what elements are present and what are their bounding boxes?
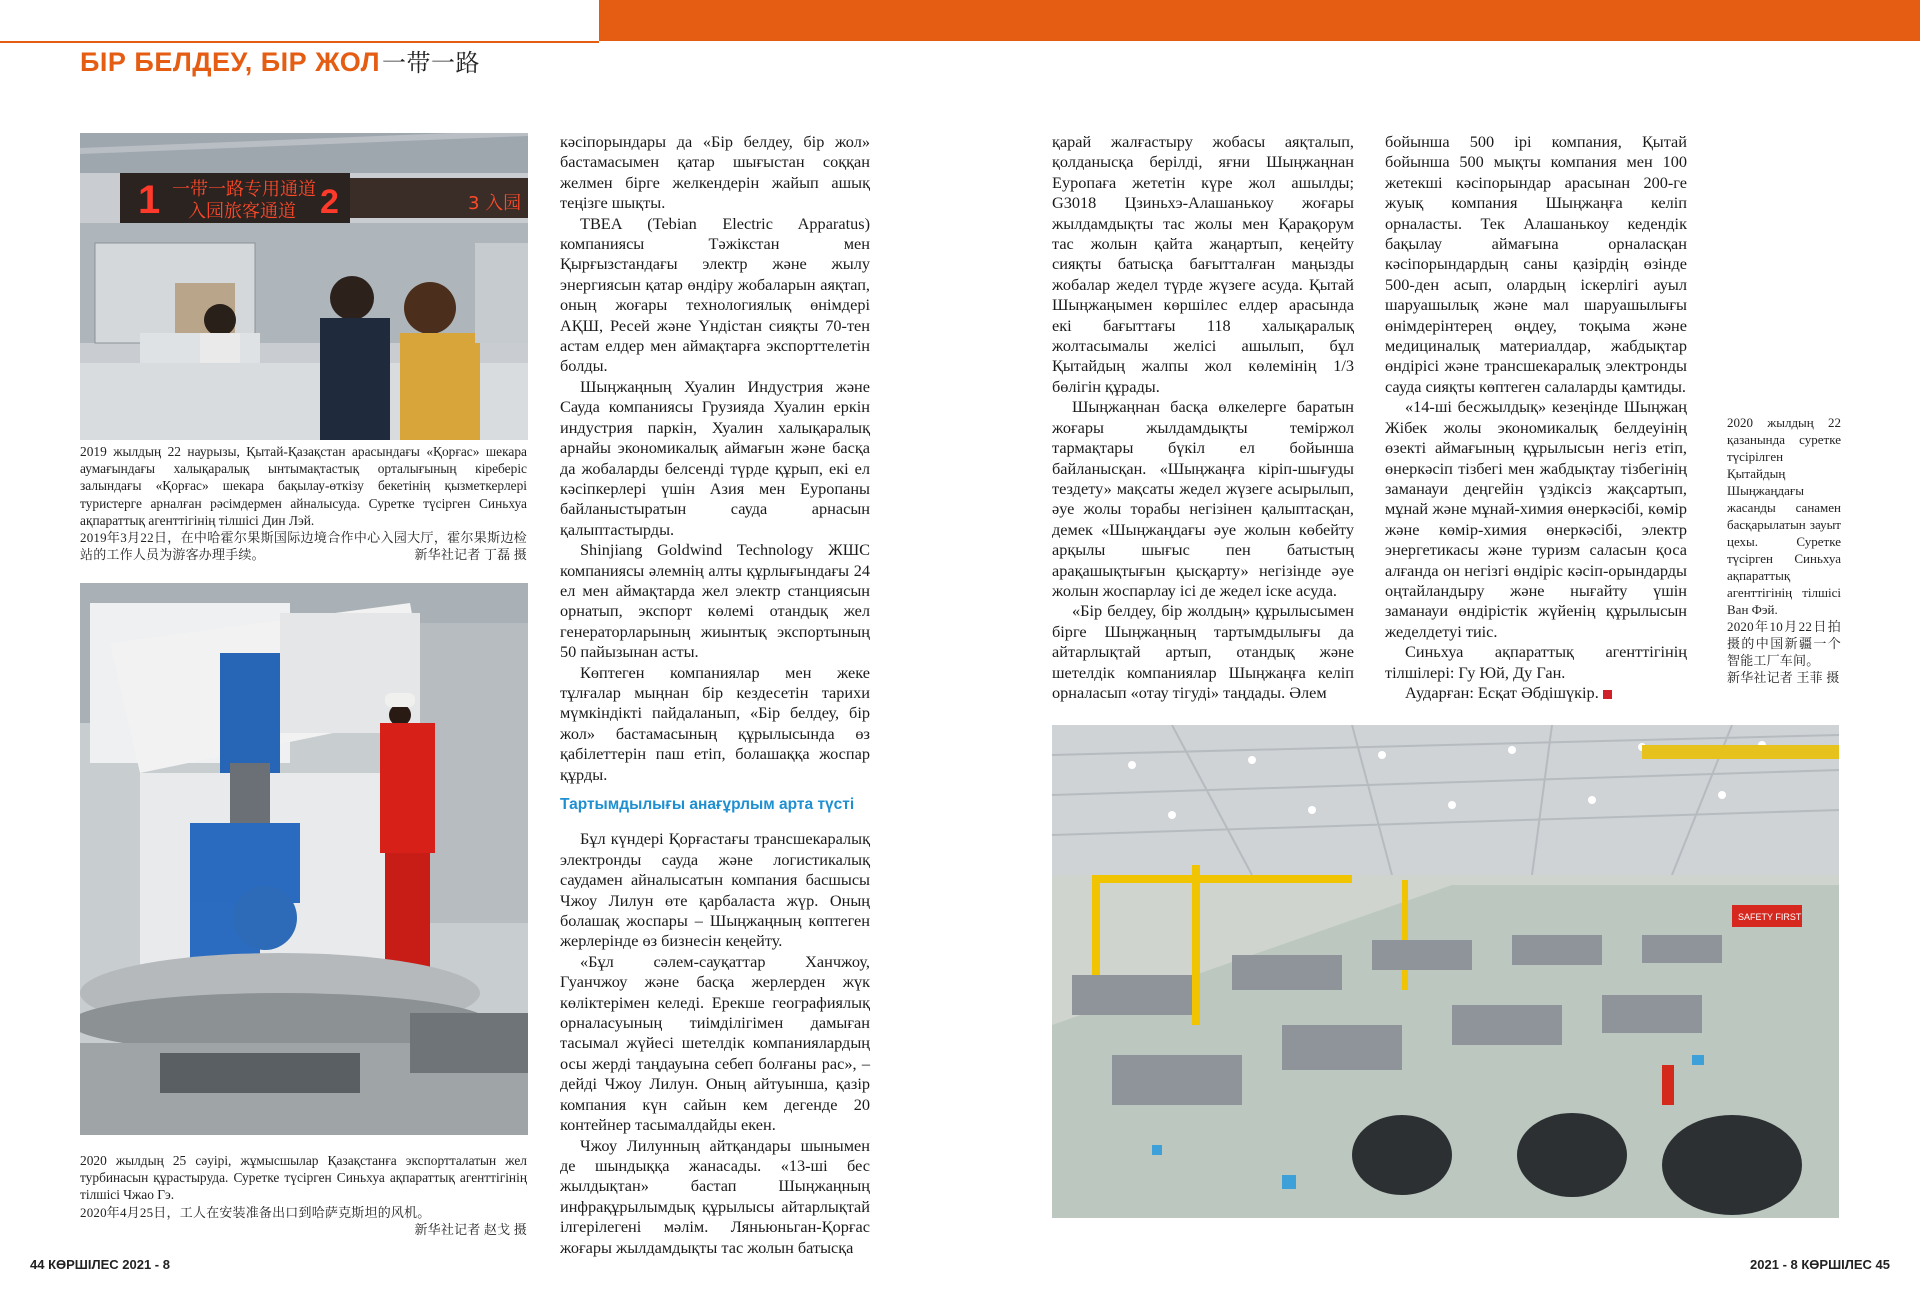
paragraph: «Бұл сәлем-сауқаттар Ханчжоу, Гуанчжоу және басқа жерлерден жүк көліктерімен келеді. Ерекше географиялық орналасуының тиімділігімен дамыған тасымал жүйесі шетелдік компаниялардың осы жерді таңдауына себеп болғаны рас», – дейді Чжоу Лилун. Оның айтуынша, қазір компания күн сайын кем дегенде 20 контейнер тасымалдайды екен. (560, 951, 870, 1135)
sign-line-2: 入园旅客通道 (188, 201, 296, 222)
caption-text-kk: 2019 жылдың 22 наурызы, Қытай-Қазақстан арасындағы «Қорғас» шекара аумағындағы халықаралық ынтымақтастық орталығының кіреберіс залындағы «Қорғас» шекара бақылау-өткізу бекетінің қызметкерлері туристерге арналған рәсімдермен айналысуда. Суретке түсірген Синьхуа ақпараттық агенттігінің тілшісі Дин Лэй. (80, 444, 527, 528)
subheading: Тартымдылығы анағұрлым арта түсті (560, 796, 855, 813)
factory-sign-text: SAFETY FIRST (1738, 912, 1802, 922)
section-title (80, 43, 480, 78)
paragraph: Шыңжаңның Хуалин Индустрия және Сауда компаниясы Грузияда Хуалин еркін индустрия паркін, Хуалин халықаралық арнайы экономикалық аймағын және басқа да жобаларды белсенді түрде құрып, екі ел кәсіпкерлері үшін Азия мен Еуропаны байланыстыратын сауда арнасын қалыптастырды. (560, 376, 870, 539)
sign-number-1: 1 (138, 178, 161, 222)
caption-smart-factory (1727, 414, 1841, 686)
paragraph: TBEA (Tebian Electric Apparatus) компаниясы Тәжікстан мен Қырғызстандағы электр және жылу энергиясын қатар өндіру жобаларын аяқтап, оның жоғары технологиялық өнімдері АҚШ, Ресей және Үндістан сияқты 70-тен астам елдер мен аймақтарға экспорттелетін болды. (560, 213, 870, 376)
paragraph: бойынша 500 ірі компания, Қытай бойынша 500 мықты компания мен 100 жетекші кәсіпорындар арасынан 200-ге жуық компания Шыңжаңға келіп орналасты. Тек Алашанькоу кедендік бақылау аймағына орналасқан кәсіпорындардың саны қазірдің өзінде 500-ден асып, олардың іскерлігі ауыл шаруашылық және мал шаруашылығы өнімдерінтерең өңдеу, тоқыма және медициналық материалдар, жабдықтар өндірісі және трансшекаралық электронды сауда сияқты көптеген салаларды қамтиды. (1385, 132, 1687, 396)
paragraph: Көптеген компаниялар мен жеке тұлғалар мыңнан бір кездесетін тарихи мүмкіндікті пайдаланып, «Бір белдеу, бір жол» бастамасының құрылысында өз қабілеттерін паш етіп, болашаққа жоспар құрды. (560, 662, 870, 784)
footer-right: 2021 - 8 КӨРШІЛЕС 45 (1750, 1257, 1890, 1272)
paragraph: Бұл күндері Қорғастағы трансшекаралық электронды сауда және логистикалық саудамен айналысатын компания басшысы Чжоу Лилун өте қарбаласта жүр. Оның болашақ жоспары – Шыңжаңның көптеген жерлерінде өз бизнесін кеңейту. (560, 829, 870, 951)
section-title-kk: БІР БЕЛДЕУ, БІР ЖОЛ (80, 47, 381, 77)
caption-wind-turbine (80, 1152, 527, 1238)
caption-border-checkpoint (80, 443, 527, 563)
paragraph: Shinjiang Goldwind Technology ЖШС компаниясы әлемнің алты құрлығындағы 24 ел мен аймақтарда жел электр станциясын орнатып, экспорт көлемі отандық жел генераторларының жиынтық экспортының 50 пайызынан асты. (560, 540, 870, 662)
caption-text-kk: 2020 жылдың 25 сәуірі, жұмысшылар Қазақстанға экспортталатын жел турбинасын құрастыруда. Суретке түсірген Синьхуа ақпараттық агенттігінің тілшісі Чжао Гэ. (80, 1153, 527, 1203)
paragraph: «14-ші бесжылдық» кезеңінде Шыңжаң Жібек жолы экономикалық белдеуінің өзекті аймағының құрылысын негіз етіп, өнеркәсіп тізбегі мен жабдықтау тізбегінің заманауи деңгейін үздіксіз жақсартып, мұнай және мұнай-химия өнеркәсібі, көмір және көмір-химия өнеркәсібі, электр энергетикасы және туризм саласын қоса алғанда он негізгі өндіріс кәсіп-орындарды оңтайландыру және нығайту үшін заманауи өндірістік жүйенің құрылысын жеделдетуі тиіс. (1385, 397, 1687, 641)
caption-text-cn (80, 1204, 527, 1237)
caption-cn-credit: 新华社记者 丁磊 摄 (414, 547, 527, 563)
photo-smart-factory (1052, 725, 1839, 1218)
footer-left: 44 КӨРШІЛЕС 2021 - 8 (30, 1257, 170, 1272)
paragraph: Шыңжаңнан басқа өлкелерге баратын жоғары жылдамдықты теміржол тармақтары бүкіл ел бойынша байланысқан. «Шыңжаңға кіріп-шығуды тездету» мақсаты жедел жүзеге асырылып, әуе жолы торабы негізінен қалыптасқан, демек «Шыңжаңдағы әуе жолын көбейту арқылы шығыс пен батыстың арақашықтығын қысқарту» негізінде әуе жолын жоспарлау ісі де жедел іске асуда. (1052, 397, 1354, 600)
paragraph: Синьхуа ақпараттық агенттігінің тілшілері: Гу Юй, Ду Ган. (1385, 642, 1687, 682)
caption-text-cn (80, 529, 527, 563)
photo-border-checkpoint (80, 133, 528, 440)
header-orange-bar (599, 0, 1920, 41)
left-text-column (560, 132, 870, 1258)
sign-number-2: 2 (320, 183, 339, 221)
sign-side: 3 入园 (468, 193, 522, 214)
sign-line-1: 一带一路专用通道 (172, 179, 316, 200)
section-title-cn: 一带一路 (382, 50, 481, 77)
paragraph: қарай жалғастыру жобасы аяқталып, қолданысқа берілді, яғни Шыңжаңнан Еуропаға жететін күре жол ашылды; G3018 Цзиньхэ-Алашанькоу жоғары жылдамдықты тас жолы мен Қарақорум тас жолын қайта жаңартып, кеңейту сияқты батысқа бағытталған маңызды жобалар жедел түрде жүзеге асуда. Қытай Шыңжаңымен көршілес елдер арасында екі бағыттағы 118 халықаралық жолтасымалы желісі ашылып, бұл Қытайдың жалпы жол көлемінің 1/3 бөлігін құрады. (1052, 132, 1354, 396)
caption-cn-main: 2019年3月22日，在中哈霍尔果斯国际边境合作中心入园大厅，霍尔果斯边检站的工作人员为游客办理手续。 (80, 530, 527, 563)
caption-text-kk: 2020 жылдың 22 қазанында суретке түсірілген Қытайдың Шыңжаңдағы жасанды санамен басқарылатын зауыт цехы. Суретке түсірген Синьхуа ақпараттық агенттігінің тілшісі Ван Фэй. (1727, 415, 1841, 617)
paragraph: кәсіпорындары да «Бір белдеу, бір жол» бастамасымен қатар шығыстан соққан желмен бірге желкендерін жайып ашық теңізге шықты. (560, 132, 870, 213)
right-text-column-2 (1385, 132, 1687, 703)
right-text-column-1 (1052, 132, 1354, 703)
translator-text: Аударған: Есқат Әбдішүкір. (1405, 682, 1599, 702)
photo-wind-turbine (80, 583, 528, 1135)
translator-line (1385, 683, 1687, 703)
caption-cn-credit: 新华社记者 王菲 摄 (1727, 670, 1840, 685)
paragraph: «Бір белдеу, бір жолдың» құрылысымен бірге Шыңжаңның тартымдылығы да айтарлықтай артып, отандық және шетелдік компаниялар Шыңжаңға келіп орналасып «отау тігуді» таңдады. Әлем (1052, 601, 1354, 702)
caption-cn-main: 2020年4月25日，工人在安装准备出口到哈萨克斯坦的风机。 (80, 1204, 431, 1220)
end-mark (1603, 690, 1612, 699)
caption-text-cn: 2020年10月22日拍摄的中国新疆一个智能工厂车间。 (1727, 619, 1841, 668)
paragraph: Чжоу Лилунның айтқандары шынымен де шындыққа жанасады. «13-ші бес жылдықтан» бастап Шыңжаңның инфрақұрылымдық құрылысы айтарлықтай ілгерілегені мәлім. Ляньюньган-Қорғас жоғары жылдамдықты тас жолын батысқа (560, 1135, 870, 1257)
caption-cn-credit: 新华社记者 赵戈 摄 (414, 1221, 527, 1237)
